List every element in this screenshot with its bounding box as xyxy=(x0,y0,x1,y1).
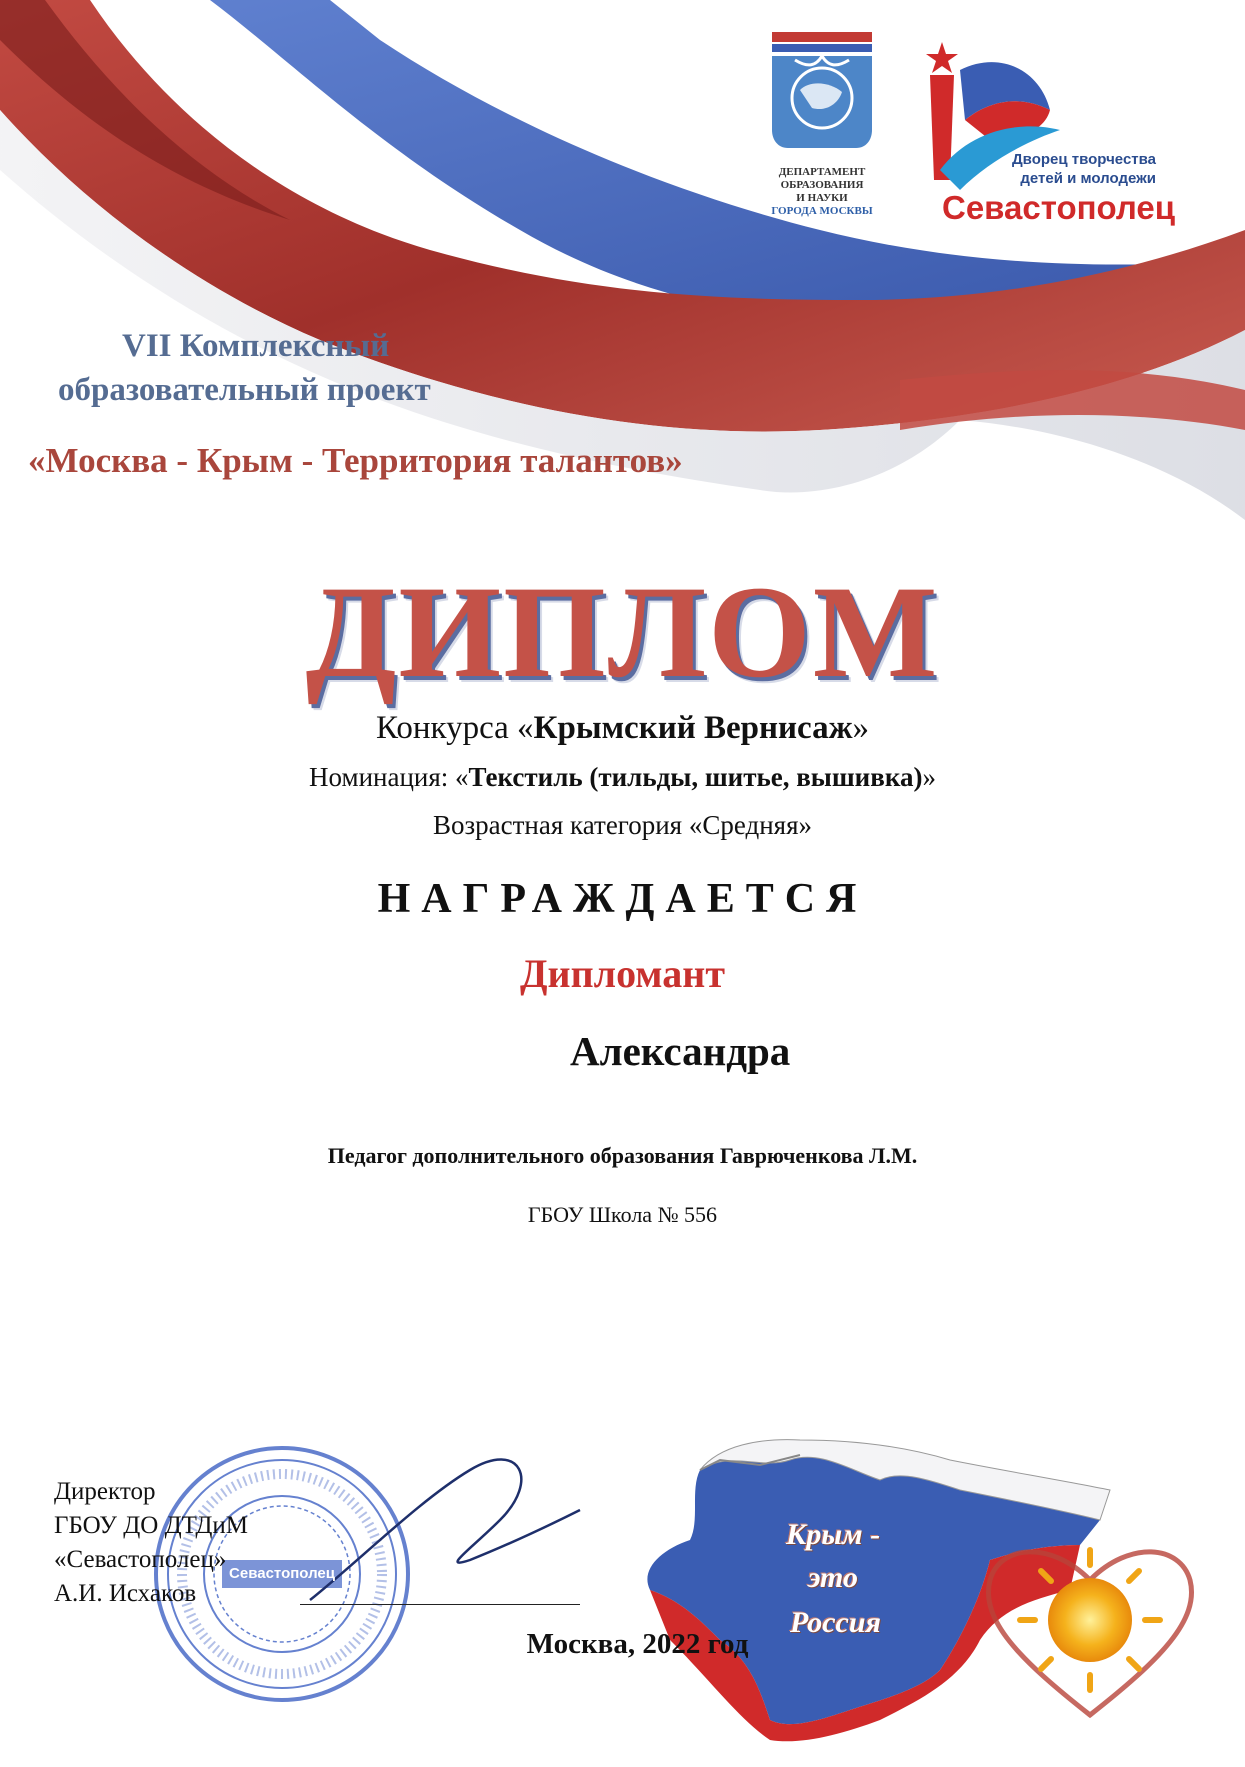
nomination-suffix: » xyxy=(922,762,936,792)
crimea-slogan-line2: это xyxy=(808,1561,858,1594)
project-title-line2: образовательный проект xyxy=(58,372,431,408)
stamp-center-text: Севастополец xyxy=(229,1565,335,1582)
palace-logo-line: детей и молодежи xyxy=(1020,170,1156,187)
crimea-map xyxy=(647,1440,1110,1742)
palace-logo-subtitle xyxy=(1012,150,1156,188)
contest-line xyxy=(0,710,1245,747)
crimea-slogan-line1: Крым - xyxy=(786,1518,881,1551)
nomination-prefix: Номинация: « xyxy=(309,762,469,792)
diploma-title: ДИПЛОМ xyxy=(305,558,940,705)
award-rank: Дипломант xyxy=(520,951,725,996)
department-logo-city: ГОРОДА МОСКВЫ xyxy=(771,205,873,217)
department-logo-line: И НАУКИ xyxy=(796,192,848,204)
palace-logo-name: Севастополец xyxy=(942,189,1176,226)
recipient-name: Александра xyxy=(570,1028,791,1074)
director-title: Директор xyxy=(54,1478,156,1505)
teacher-line: Педагог дополнительного образования Гаврюченкова Л.М. xyxy=(327,1143,918,1168)
director-signature-block xyxy=(54,1475,248,1611)
contest-prefix: Конкурса « xyxy=(375,710,534,746)
director-organization: ГБОУ ДО ДТДиМ xyxy=(54,1512,249,1539)
project-title-line1: VII Комплексный xyxy=(122,328,390,364)
contest-suffix: » xyxy=(852,710,870,746)
education-department-logo xyxy=(772,32,872,148)
signature-scribble xyxy=(310,1460,580,1600)
city-year: Москва, 2022 год xyxy=(526,1628,749,1660)
crimea-slogan-line3: Россия xyxy=(790,1606,882,1639)
age-category: Возрастная категория «Средняя» xyxy=(432,810,812,840)
palace-logo-line: Дворец творчества xyxy=(1012,151,1156,168)
contest-name: Крымский Вернисаж xyxy=(533,710,853,746)
nomination-name: Текстиль (тильды, шитье, вышивка) xyxy=(468,762,923,792)
signature-line xyxy=(300,1604,580,1605)
department-logo-line: ОБРАЗОВАНИЯ xyxy=(780,179,864,191)
director-name: А.И. Исхаков xyxy=(54,1580,197,1607)
department-logo-line: ДЕПАРТАМЕНТ xyxy=(778,166,866,178)
awarded-heading: НАГРАЖДАЕТСЯ xyxy=(377,876,868,922)
school-line: ГБОУ Школа № 556 xyxy=(527,1202,718,1227)
department-logo-caption xyxy=(742,166,902,218)
project-name: «Москва - Крым - Территория талантов» xyxy=(28,441,683,480)
director-organization-name: «Севастополец» xyxy=(54,1546,227,1573)
nomination-line xyxy=(0,762,1245,793)
